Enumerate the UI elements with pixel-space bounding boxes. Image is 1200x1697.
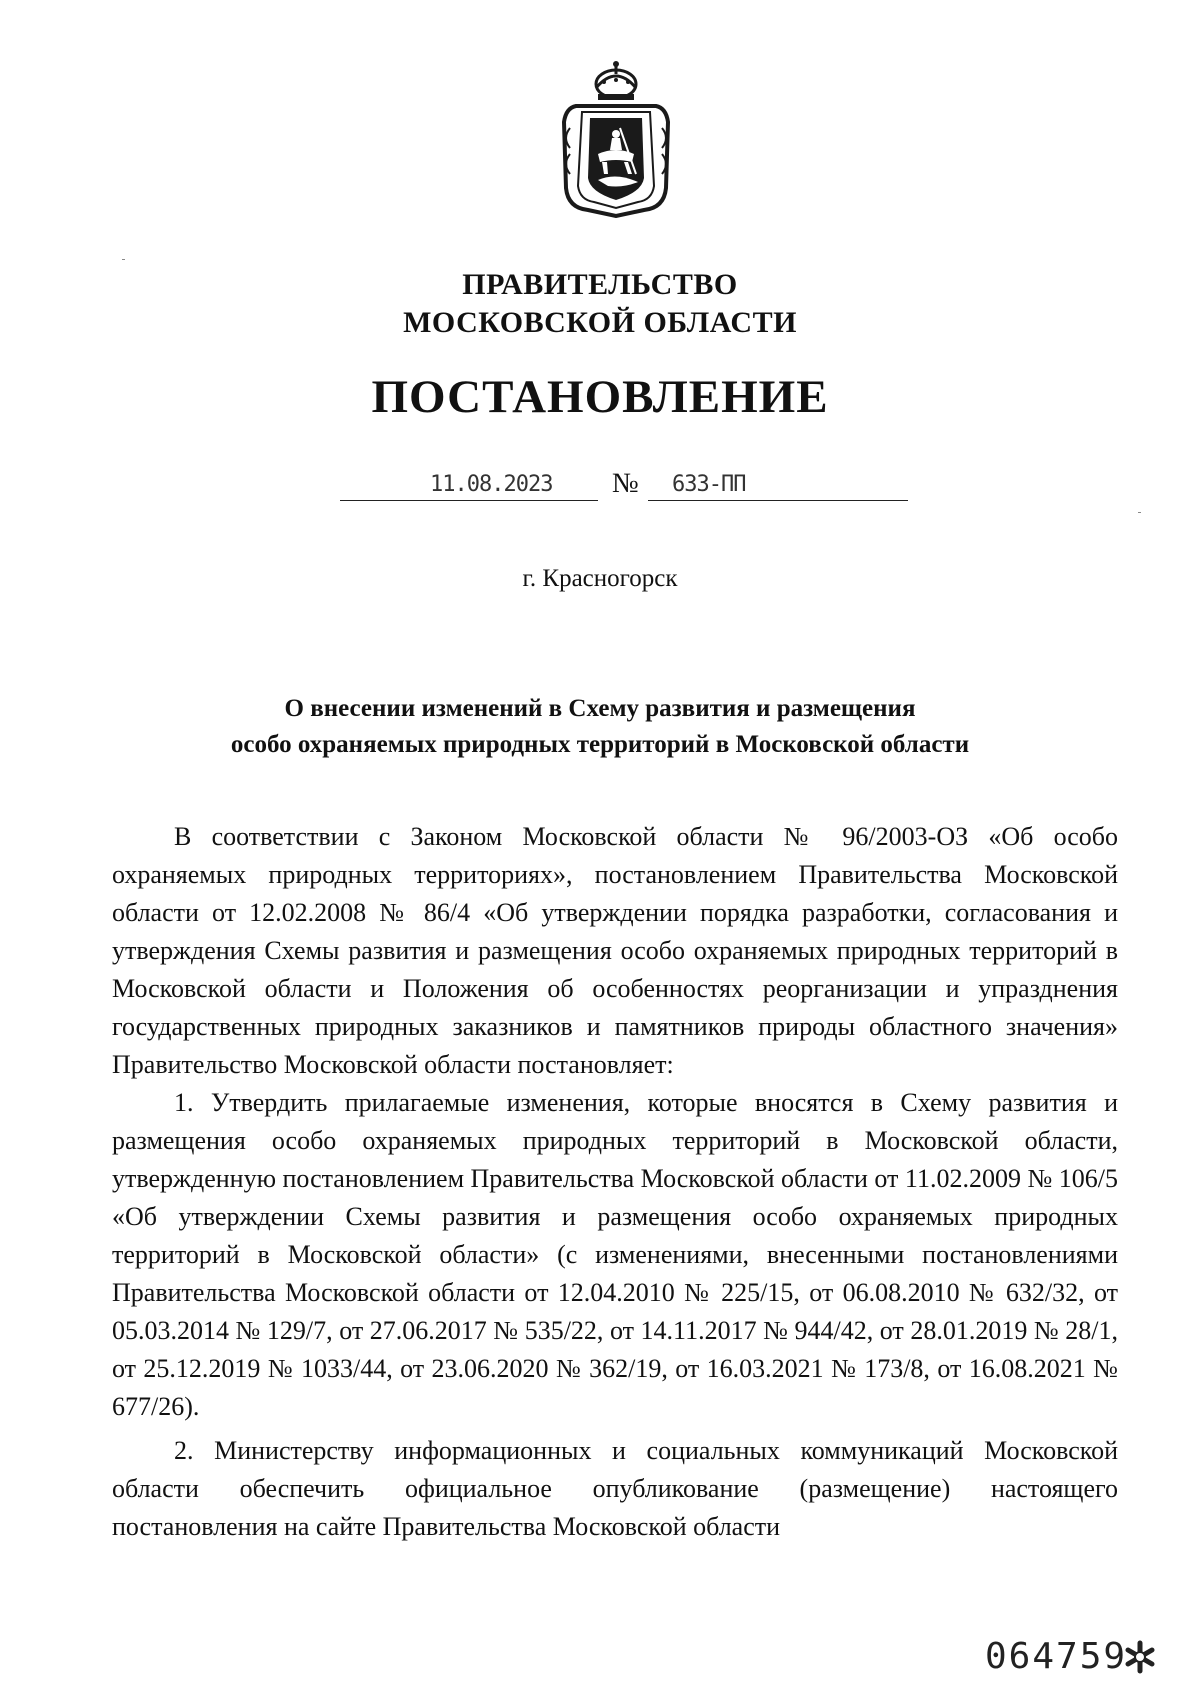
government-title-line1: ПРАВИТЕЛЬСТВО: [462, 268, 738, 301]
document-number: 633-ПП: [672, 472, 746, 497]
document-type-heading: ПОСТАНОВЛЕНИЕ: [371, 371, 829, 423]
subject-line2: особо охраняемых природных территорий в Московской области: [230, 731, 970, 758]
document-body: [112, 818, 1118, 1546]
scan-speck: [1138, 512, 1141, 513]
coat-of-arms-icon: [558, 58, 674, 218]
number-sign: №: [612, 468, 639, 499]
document-date: 11.08.2023: [430, 472, 553, 497]
place-of-issue: г. Красногорск: [522, 565, 678, 592]
item-2-paragraph: 2. Министерству информационных и социальных коммуникаций Московской области обеспечить официальное опубликование (размещение) настоящего постановления на сайте Правительства Московской области: [112, 1436, 1118, 1541]
number-underline: [648, 500, 908, 501]
item-1-paragraph: 1. Утвердить прилагаемые изменения, которые вносятся в Схему развития и размещения особо охраняемых природных территорий в Московской области, утвержденную постановлением Правительства Московской области от 11.02.2009 № 106/5 «Об утверждении Схемы развития и размещения особо охраняемых природных территорий в Московской области» (с изменениями, внесенными постановлениями Правительства Московской области от 12.04.2010 № 225/15, от 06.08.2010 № 632/32, от 05.03.2014 № 129/7, от 27.06.2017 № 535/22, от 14.11.2017 № 944/42, от 28.01.2019 № 28/1, от 25.12.2019 № 1033/44, от 23.06.2020 № 362/19, от 16.03.2021 № 173/8, от 16.08.2021 № 677/26).: [112, 1088, 1118, 1421]
preamble-paragraph: В соответствии с Законом Московской области № 96/2003-ОЗ «Об особо охраняемых природных территориях», постановлением Правительства Московской области от 12.02.2008 № 86/4 «Об утверждении порядка разработки, согласования и утверждения Схемы развития и размещения особо охраняемых природных территорий в Московской области и Положения об особенностях реорганизации и упразднения государственных природных заказников и памятников природы областного значения» Правительство Московской области постановляет:: [112, 822, 1118, 1079]
scan-speck: [122, 259, 125, 260]
subject-line1: О внесении изменений в Схему развития и размещения: [284, 695, 916, 722]
asterisk-star-icon: [1123, 1640, 1157, 1674]
date-underline: [340, 500, 598, 501]
serial-number: 064759: [985, 1636, 1128, 1677]
government-title-line2: МОСКОВСКОЙ ОБЛАСТИ: [403, 306, 797, 339]
